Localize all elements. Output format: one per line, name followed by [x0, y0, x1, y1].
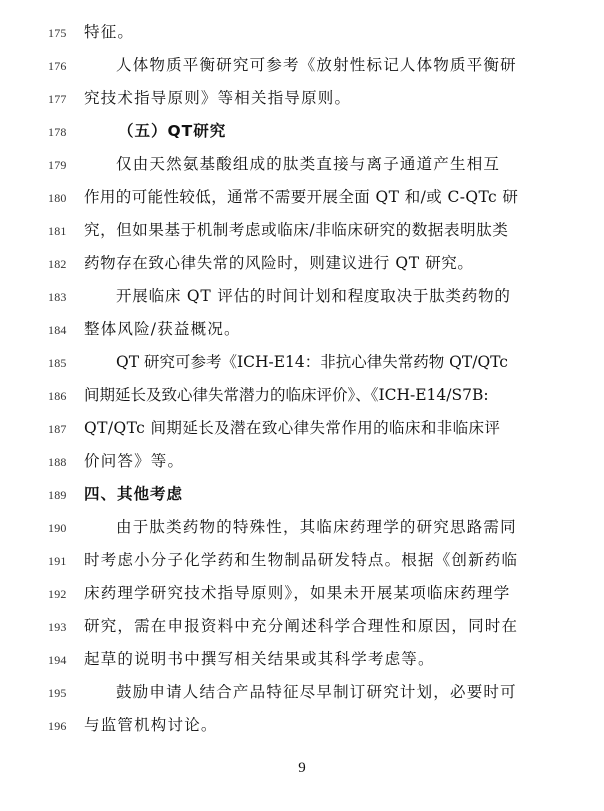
line-181: [0, 216, 604, 249]
line-185: [0, 348, 604, 381]
line-number: 196: [48, 719, 67, 733]
section-heading: 四、其他考虑: [84, 485, 184, 503]
line-text: 研究，需在申报资料中充分阐述科学合理性和原因，同时在: [84, 617, 519, 635]
line-text: 究技术指导原则》等相关指导原则。: [84, 89, 352, 107]
line-text: 时考虑小分子化学药和生物制品研发特点。根据《创新药临: [84, 551, 519, 569]
line-text: 鼓励申请人结合产品特征尽早制订研究计划，必要时可: [116, 683, 517, 701]
line-number: 180: [48, 191, 67, 205]
line-number: 177: [48, 92, 67, 106]
line-number: 189: [48, 488, 67, 502]
line-text: 与监管机构讨论。: [84, 716, 218, 734]
line-182: [0, 249, 604, 282]
line-186: [0, 381, 604, 414]
line-text: QT 研究可参考《ICH-E14：非抗心律失常药物 QT/QTc: [116, 353, 508, 371]
line-text: 仅由天然氨基酸组成的肽类直接与离子通道产生相互: [116, 155, 501, 173]
line-number: 195: [48, 686, 67, 700]
line-text: 特征。: [84, 23, 135, 41]
line-176: [0, 51, 604, 84]
line-177: [0, 84, 604, 117]
line-number: 179: [48, 158, 67, 172]
line-number: 184: [48, 323, 67, 337]
line-text: QT/QTc 间期延长及潜在致心律失常作用的临床和非临床评: [84, 419, 501, 437]
line-number: 175: [48, 26, 67, 40]
line-number: 186: [48, 389, 67, 403]
line-text: 究，但如果基于机制考虑或临床/非临床研究的数据表明肽类: [84, 221, 509, 239]
line-190: [0, 513, 604, 546]
line-text: 由于肽类药物的特殊性，其临床药理学的研究思路需同: [116, 518, 517, 536]
line-number: 176: [48, 59, 67, 73]
line-text: 整体风险/获益概况。: [84, 320, 241, 338]
line-text: 间期延长及致心律失常潜力的临床评价》、《ICH-E14/S7B:: [84, 386, 489, 404]
line-189: [0, 480, 604, 513]
line-number: 190: [48, 521, 67, 535]
page-number: 9: [298, 760, 306, 776]
line-179: [0, 150, 604, 183]
line-number: 193: [48, 620, 67, 634]
line-text: 起草的说明书中撰写相关结果或其科学考虑等。: [84, 650, 435, 668]
line-number: 182: [48, 257, 67, 271]
line-number: 183: [48, 290, 67, 304]
line-183: [0, 282, 604, 315]
line-number: 178: [48, 125, 67, 139]
line-text: 作用的可能性较低，通常不需要开展全面 QT 和/或 C-QTc 研: [84, 188, 519, 206]
line-184: [0, 315, 604, 348]
line-188: [0, 447, 604, 480]
line-text: 价问答》等。: [84, 452, 185, 470]
line-195: [0, 678, 604, 711]
line-number: 188: [48, 455, 67, 469]
line-number: 192: [48, 587, 67, 601]
line-text: 开展临床 QT 评估的时间计划和程度取决于肽类药物的: [116, 287, 511, 305]
line-text: 床药理学研究技术指导原则》，如果未开展某项临床药理学: [84, 584, 511, 602]
line-191: [0, 546, 604, 579]
line-192: [0, 579, 604, 612]
line-178: [0, 117, 604, 150]
line-number: 191: [48, 554, 67, 568]
line-number: 187: [48, 422, 67, 436]
line-text: 人体物质平衡研究可参考《放射性标记人体物质平衡研: [116, 56, 517, 74]
line-194: [0, 645, 604, 678]
line-187: [0, 414, 604, 447]
line-text: 药物存在致心律失常的风险时，则建议进行 QT 研究。: [84, 254, 474, 272]
subsection-heading: （五）QT研究: [118, 122, 227, 140]
line-number: 185: [48, 356, 67, 370]
line-180: [0, 183, 604, 216]
line-number: 194: [48, 653, 67, 667]
line-193: [0, 612, 604, 645]
line-175: [0, 18, 604, 51]
line-196: [0, 711, 604, 744]
line-number: 181: [48, 224, 67, 238]
